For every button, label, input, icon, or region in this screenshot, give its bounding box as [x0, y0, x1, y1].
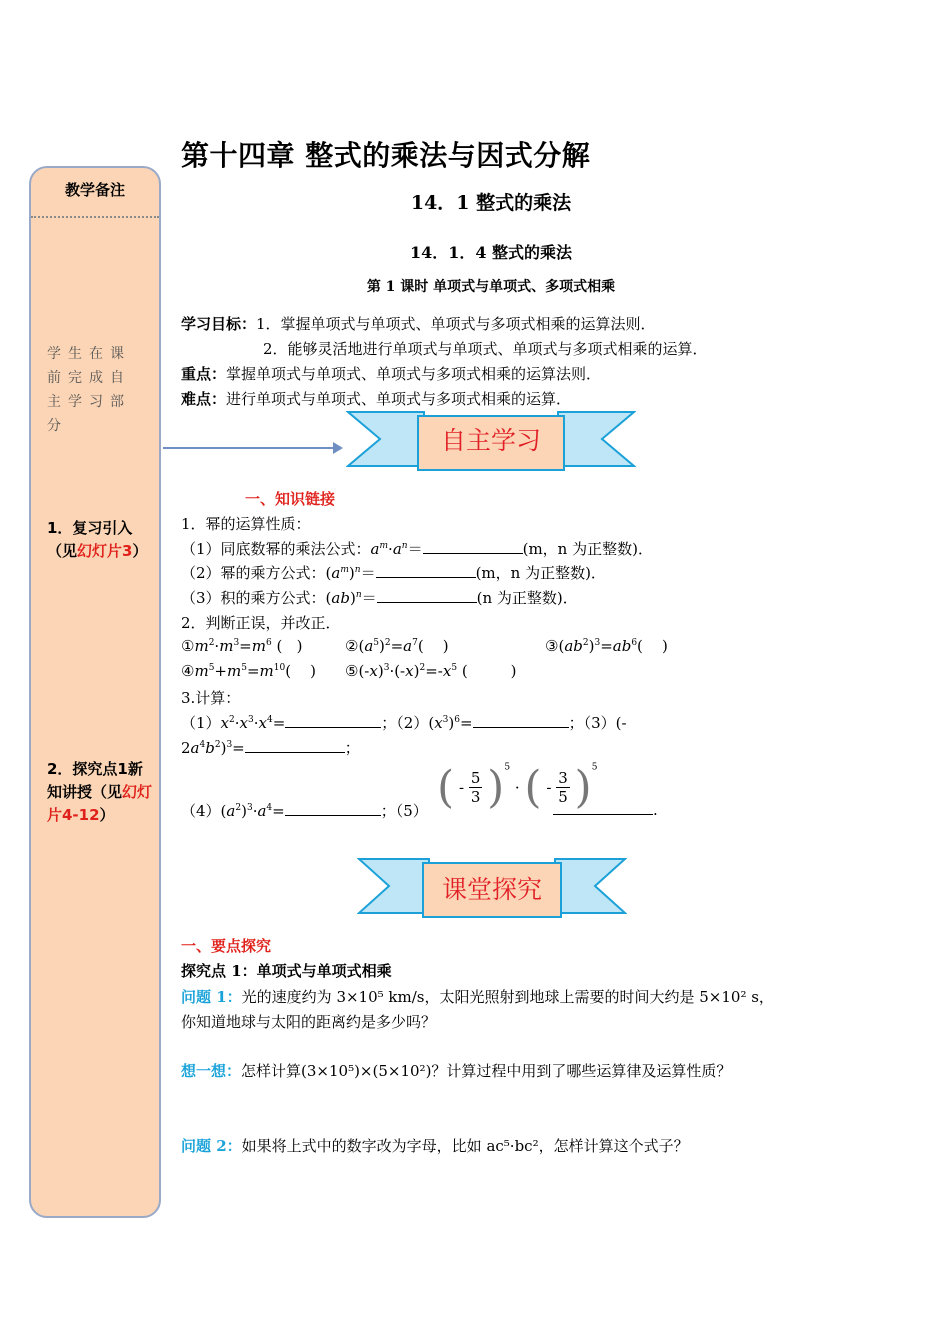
calc-5-blank[interactable]: [553, 800, 653, 815]
think-text: 怎样计算(3×10⁵)×(5×10²)？计算过程中用到了哪些运算律及运算性质？: [241, 1062, 732, 1080]
key-label: 重点：: [181, 365, 227, 383]
difficulty-text: 进行单项式与单项式、单项式与多项式相乘的运算．: [226, 390, 572, 408]
teaching-notes-sidebar: [29, 166, 161, 1218]
question-3: 3.计算：: [181, 689, 241, 707]
knowledge-heading: 一、知识链接: [245, 490, 336, 508]
formula-1-blank[interactable]: [423, 539, 523, 554]
formula-1: （1）同底数幂的乘法公式：$a^m\cdot a^n= (m$，n 为正整数)．: [181, 540, 653, 558]
explore-point-1: 探究点 1：单项式与单项式相乘: [181, 962, 392, 980]
difficulty-label: 难点：: [181, 390, 227, 408]
section-title: 14．1 整式的乘法: [410, 192, 572, 214]
sidebar-item-explore-text: 2．探究点1新知讲授（见: [47, 760, 143, 801]
sidebar-item-review-end: ）: [132, 542, 148, 560]
formula-2-label: （2）幂的乘方公式：: [181, 564, 326, 582]
problem-1-text-2: 你知道地球与太阳的距离约是多少吗？: [181, 1013, 437, 1031]
objective-2: 2．能够灵活地进行单项式与单项式、单项式与多项式相乘的运算．: [263, 340, 708, 358]
sidebar-item-explore-end: ）: [99, 806, 115, 824]
calc-3-blank[interactable]: [245, 738, 345, 753]
calc-5-answer: .: [553, 800, 658, 819]
problem-1-label: 问题 1：: [181, 988, 242, 1006]
think-label: 想一想：: [181, 1062, 242, 1080]
calc-1-blank[interactable]: [285, 713, 381, 728]
calc-5-expression: ( - $\frac{5}{3}$ )$^5$ · ( - $\frac{3}{5}$ )$^5$: [437, 762, 598, 813]
formula-1-label: （1）同底数幂的乘法公式：: [181, 540, 371, 558]
banner-self-study-label: 自主学习: [440, 426, 541, 455]
banner-class-exploration: [357, 855, 627, 919]
sidebar-item-explore-slide: 幻灯片4-12: [47, 783, 153, 824]
formula-3-label: （3）积的乘方公式：: [181, 589, 326, 607]
sidebar-item-review: [47, 517, 155, 563]
formula-2-blank[interactable]: [376, 563, 476, 578]
difficulty-point: [181, 388, 571, 409]
judge-item-2: $②(a^5)^2=a^7$( ): [345, 637, 449, 655]
formula-3-blank[interactable]: [377, 588, 477, 603]
problem-2: [181, 1135, 689, 1156]
calc-row-1: $(1)x^2\cdot x^3\cdot x^4=$ ；$(2)(x^3)^6=$ ；（3）(-: [181, 714, 627, 732]
sidebar-item-review-slide: 幻灯片3: [77, 542, 133, 560]
sidebar-note: 学生在课前完成自主学习部分: [47, 346, 131, 434]
problem-2-text: 如果将上式中的数字改为字母，比如 ac⁵·bc²，怎样计算这个式子？: [241, 1137, 689, 1155]
formula-1-condition: (m，n 为正整数)．: [522, 540, 653, 558]
connector-arrow-icon: [333, 442, 343, 454]
explore-heading: 一、要点探究: [181, 937, 272, 955]
banner-class-exploration-label: 课堂探究: [441, 875, 542, 904]
question-2: 2．判断正误，并改正．: [181, 614, 341, 632]
lesson-title: 第 1 课时 单项式与单项式、多项式相乘: [366, 279, 616, 295]
question-1: 1．幂的运算性质：: [181, 515, 311, 533]
sidebar-item-review-text: 1．复习引入（见: [47, 519, 133, 560]
objective-line-1: [181, 313, 656, 334]
problem-1-text: 光的速度约为 3×10⁵ km/s，太阳光照射到地球上需要的时间大约是 5×10² s，: [241, 988, 774, 1006]
objectives-label: 学习目标：: [181, 315, 257, 333]
think-prompt: [181, 1060, 731, 1081]
connector-line: [163, 447, 341, 449]
sidebar-header: 教学备注: [31, 168, 159, 218]
calc-row-3: $(4)(a^2)^3\cdot a^4=$ ；（5）: [181, 802, 428, 820]
sidebar-item-explore: [47, 758, 155, 827]
judge-item-3: $③(ab^2)^3=ab^6$( ): [545, 637, 668, 655]
objective-1: 1．掌握单项式与单项式、单项式与多项式相乘的运算法则．: [256, 315, 656, 333]
judge-item-4: $④m^5+m^5=m^{10}$( ): [181, 662, 317, 680]
judge-item-1: $①m^2\cdot m^3=m^6$ ( ): [181, 637, 303, 655]
key-point: [181, 363, 601, 384]
judge-item-5: $⑤(-x)^3\cdot(-x)^2=-x^5$ ( ): [345, 662, 517, 680]
formula-2-condition: (m，n 为正整数)．: [475, 564, 606, 582]
key-text: 掌握单项式与单项式、单项式与多项式相乘的运算法则．: [226, 365, 602, 383]
formula-3-condition: (n 为正整数)．: [476, 589, 578, 607]
calc-row-2: $2a^4b^2)^3=$ ；: [181, 739, 360, 757]
subsection-title: 14．1．4 整式的乘法: [409, 243, 573, 262]
problem-2-label: 问题 2：: [181, 1137, 242, 1155]
banner-self-study: [346, 408, 636, 472]
calc-4-blank[interactable]: [285, 801, 381, 816]
formula-2: （2）幂的乘方公式：$(a^m)^n= (m$，n 为正整数)．: [181, 564, 606, 582]
chapter-title: 第十四章 整式的乘法与因式分解: [181, 139, 591, 172]
calc-2-blank[interactable]: [473, 713, 569, 728]
problem-1: [181, 986, 774, 1007]
formula-3: （3）积的乘方公式：(ab)$^n$＝ (n 为正整数)．: [181, 589, 578, 607]
